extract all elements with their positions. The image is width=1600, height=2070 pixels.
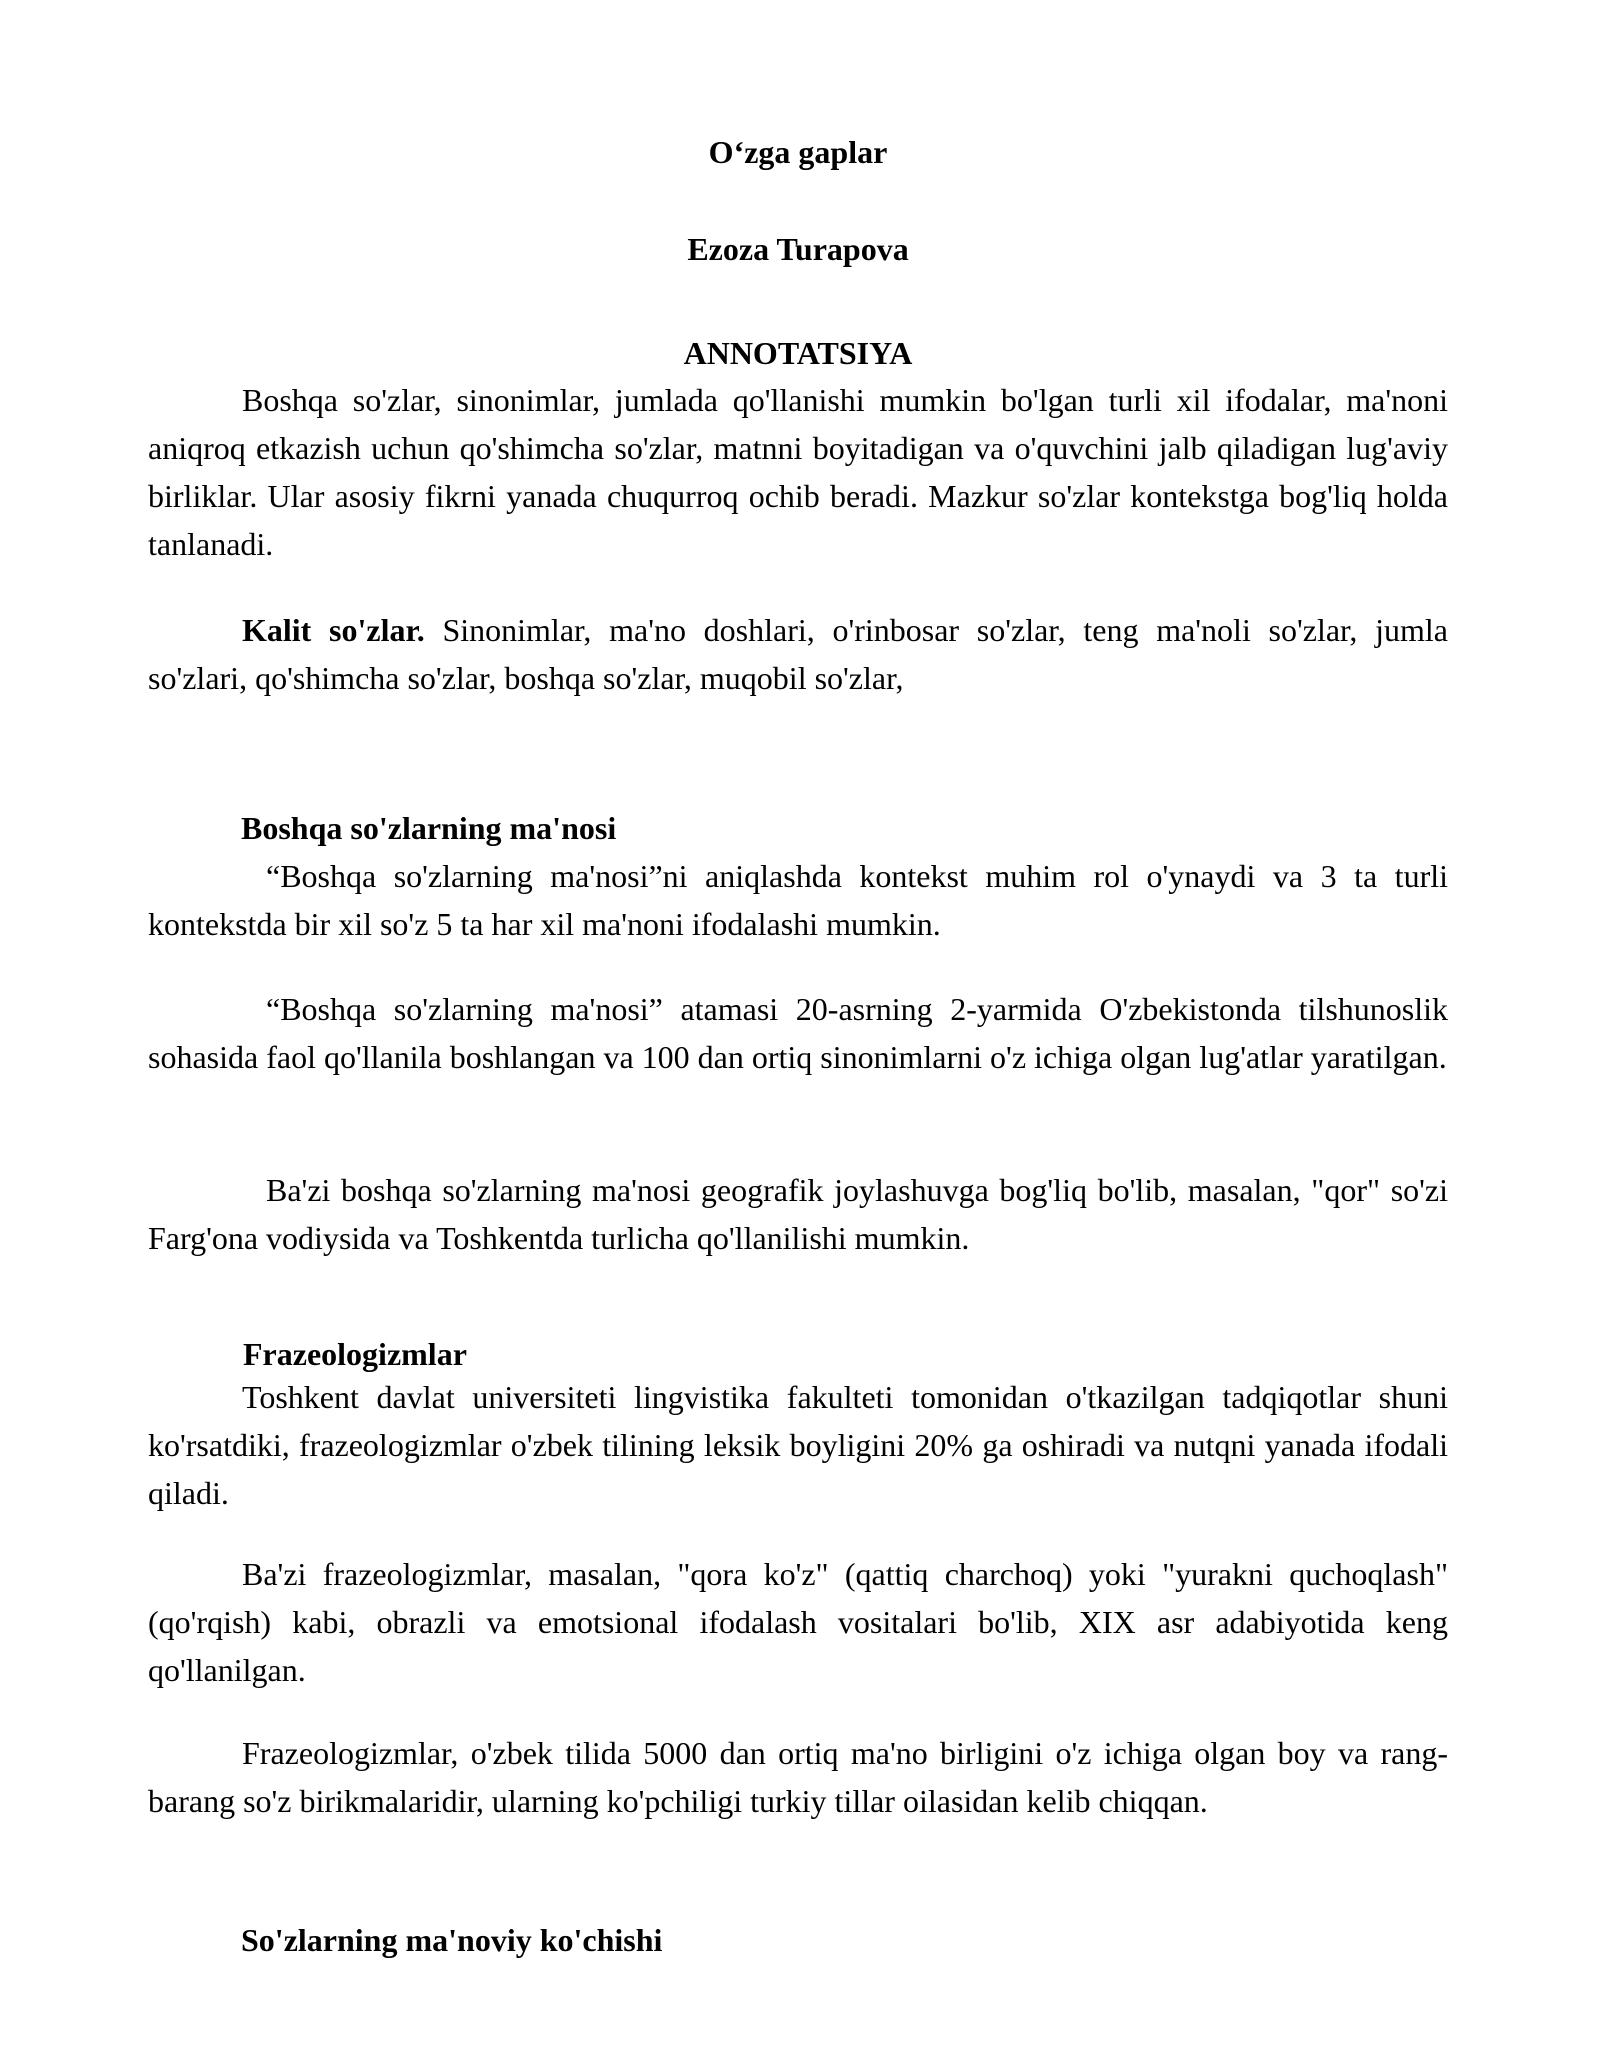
section1-paragraph-3: Ba'zi boshqa so'zlarning ma'nosi geografik joylashuvga bog'liq bo'lib, masalan, "qor" so'zi Farg'ona vodiysida va Toshkentda turlicha qo'llanilishi mumkin. <box>148 1172 1448 1256</box>
section1-paragraph-1: “Boshqa so'zlarning ma'nosi”ni aniqlashda kontekst muhim rol o'ynaydi va 3 ta turli kontekstda bir xil so'z 5 ta har xil ma'noni ifodalashi mumkin. <box>148 858 1448 942</box>
section2-paragraph-1: Toshkent davlat universiteti lingvistika fakulteti tomonidan o'tkazilgan tadqiqotlar shuni ko'rsatdiki, frazeologizmlar o'zbek tilining leksik boyligini 20% ga oshiradi va nutqni yanada ifodali qiladi. <box>148 1379 1448 1511</box>
document-author: Ezoza Turapova <box>687 231 909 267</box>
keywords-paragraph <box>148 606 1448 702</box>
section-heading-frazeologizmlar: Frazeologizmlar <box>243 1336 467 1372</box>
section2-paragraph-2: Ba'zi frazeologizmlar, masalan, "qora ko'z" (qattiq charchoq) yoki "yurakni quchoqlash" (qo'rqish) kabi, obrazli va emotsional ifodalash vositalari bo'lib, XIX asr adabiyotida keng qo'llanilgan. <box>148 1556 1448 1688</box>
keywords-label: Kalit so'zlar. <box>242 612 425 648</box>
document-title: O‘zga gaplar <box>708 134 888 170</box>
section-heading-manoviy-kochishi: So'zlarning ma'noviy ko'chishi <box>241 1922 663 1958</box>
section1-paragraph-2: “Boshqa so'zlarning ma'nosi” atamasi 20-asrning 2-yarmida O'zbekistonda tilshunoslik sohasida faol qo'llanila boshlangan va 100 dan ortiq sinonimlarni o'z ichiga olgan lug'atlar yaratilgan. <box>148 991 1448 1075</box>
keywords-text: Sinonimlar, ma'no doshlari, o'rinbosar so'zlar, teng ma'noli so'zlar, jumla so'zlari, qo'shimcha so'zlar, boshqa so'zlar, muqobil so'zlar, <box>148 612 1449 696</box>
section2-paragraph-3: Frazeologizmlar, o'zbek tilida 5000 dan ortiq ma'no birligini o'z ichiga olgan boy va rang-barang so'z birikmalaridir, ularning ko'pchiligi turkiy tillar oilasidan kelib chiqqan. <box>148 1735 1448 1819</box>
section-heading-boshqa-sozlar: Boshqa so'zlarning ma'nosi <box>241 810 617 846</box>
annotation-heading: ANNOTATSIYA <box>683 335 913 371</box>
annotation-paragraph: Boshqa so'zlar, sinonimlar, jumlada qo'llanishi mumkin bo'lgan turli xil ifodalar, ma'noni aniqroq etkazish uchun qo'shimcha so'zlar, matnni boyitadigan va o'quvchini jalb qiladigan lug'aviy birliklar. Ular asosiy fikrni yanada chuqurroq ochib beradi. Mazkur so'zlar kontekstga bog'liq holda tanlanadi. <box>148 382 1448 562</box>
